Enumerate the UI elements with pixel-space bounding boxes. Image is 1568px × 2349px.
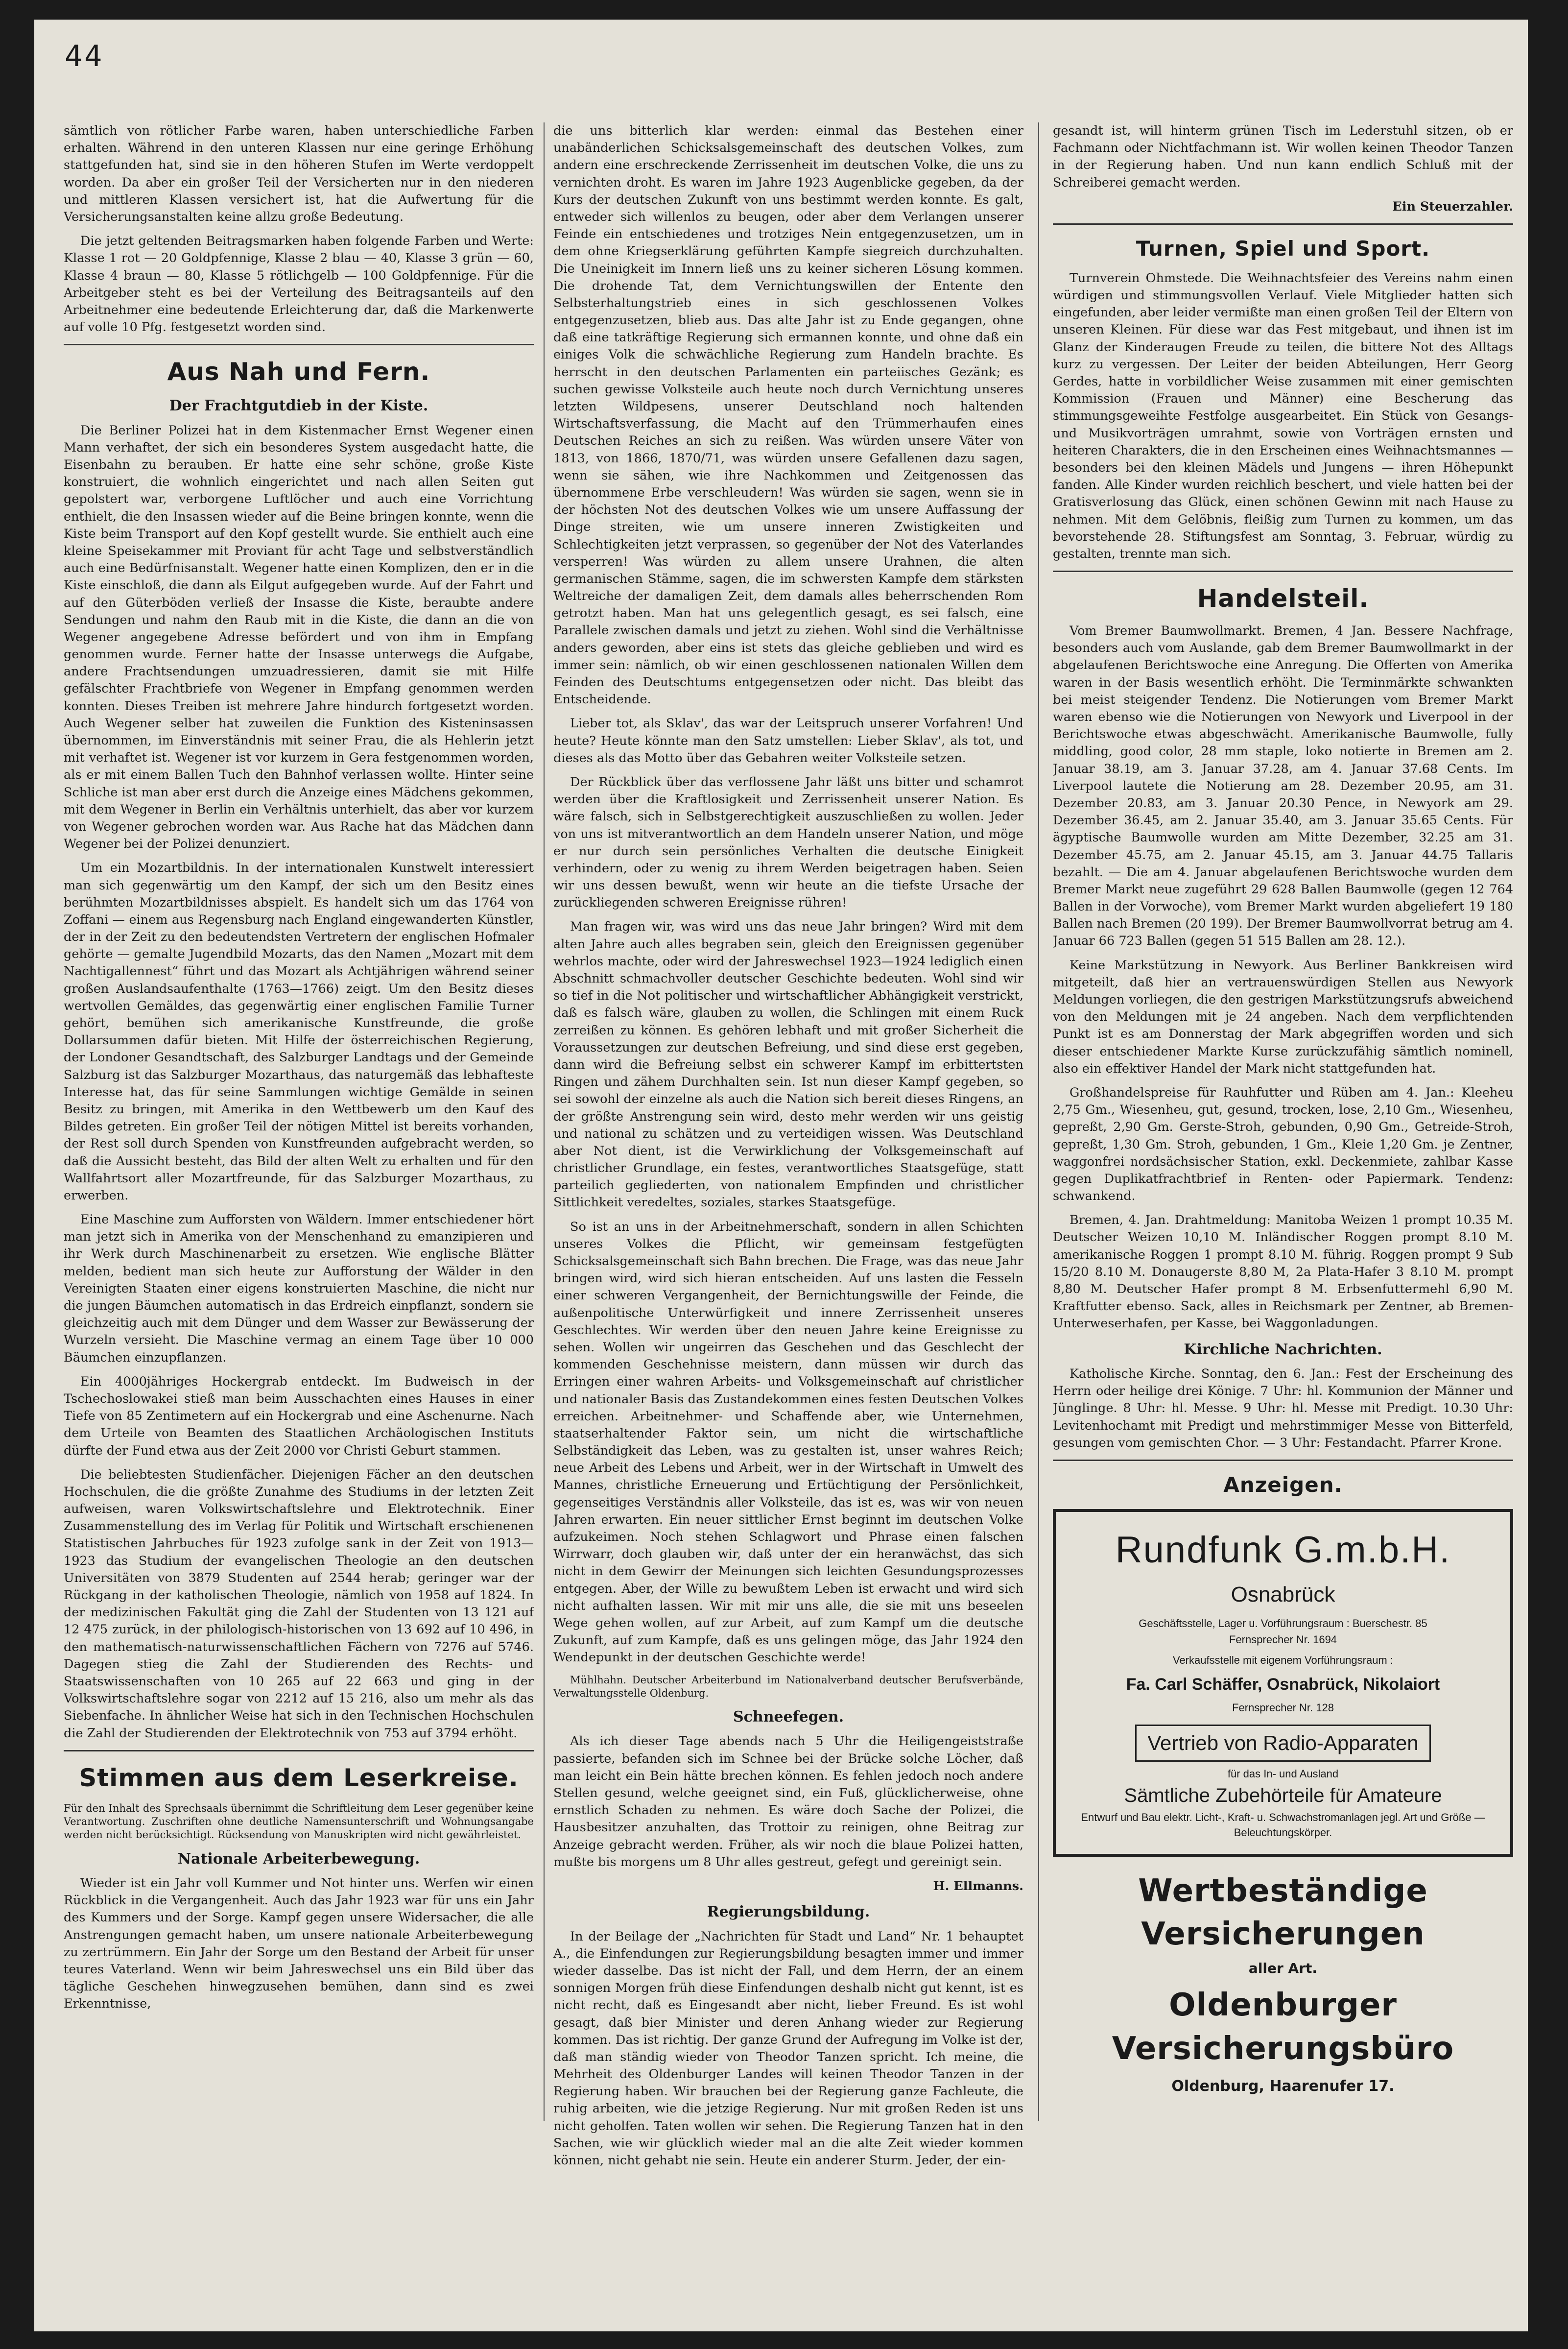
article-text: Turnverein Ohmstede. Die Weihnachtsfeier des Vereins nahm einen würdigen und stimmungsvollen Verlauf. Viele Mitglieder hatten sich eingefunden, aber leider vermißte man einen großen Teil der Eltern von unseren Kleinen. Für diese war das Fest mitgebaut, und ihnen ist im Glanz der Kinderaugen Freude zu teilen, die bittere Not des Alltags kurz zu vergessen. Der Leiter der beiden Abteilungen, Herr Georg Gerdes, hatte in vorbildlicher Weise zusammen mit einer gemischten Kommission (Frauen und Männer) eine Bescherung das stimmungsgeweihte Festfolge ausgearbeitet. Ein Stück von Gesangs- und Musikvorträgen umrahmt, sowie von Vorträgen ernsten und heiteren Charakters, die in den Erscheinen eines Weihnachtsmannes — besonders bei den kleinen Mädels und Jungens — ihren Höhepunkt fanden. Alle Kinder wurden reichlich beschert, und viele hatten bei der Gratisverlosung das Glück, einen schönen Gewinn mit nach Hause zu nehmen. Mit dem Gelöbnis, fleißig zum Turnen zu kommen, um das bevorstehende 28. Stiftungsfest am Sonntag, 3. Februar, würdig zu gestalten, trennte man sich. <box>1053 270 1513 561</box>
article-text: gesandt ist, will hinterm grünen Tisch im Lederstuhl sitzen, ob er Fachmann oder Nichtfachmann ist. Wir wollen keinen Theodor Tanzen in der Regierung haben. Und nun kann endlich Schluß mit der Schreiberei gemacht werden. <box>1053 123 1513 190</box>
advertisement-insurance <box>1053 1870 1513 2096</box>
ad-subline: aller Art. <box>1248 1960 1318 1976</box>
disclaimer-text: Für den Inhalt des Sprechsaals übernimmt die Schriftleitung dem Leser gegenüber keine Verantwortung. Zuschriften ohne deutliche Namensunterschrift und Wohnungsangabe werden nicht berücksichtigt. Rücksendung von Manuskripten wird nicht gewährleistet. <box>64 1802 534 1841</box>
divider <box>1053 571 1513 572</box>
article-text: Vom Bremer Baumwollmarkt. Bremen, 4 Jan. Bessere Nachfrage, besonders auch vom Auslande, gab dem Bremer Baumwollmarkt in der abgelaufenen Berichtswoche eine Anregung. Die Offerten von Amerika waren in der Basis wesentlich erhöht. Die Terminmärkte schwankten bei meist steigender Tendenz. Die Notierungen vom Bremer Markt waren ebenso wie die Notierungen von Newyork und Liverpool in der Berichtswoche etwas abgeschwächt. Amerikanische Baumwolle, fully middling, good color, 28 mm staple, loko notierte in Bremen am 2. Januar 38.19, am 3. Januar 37.28, am 4. Januar 37.68 Cents. Im Liverpool lautete die Notierung am 28. Dezember 20.95, am 31. Dezember 20.83, am 3. Januar 20.30 Pence, in Newyork am 29. Dezember 36.45, am 2. Januar 35.40, am 3. Januar 35.65 Cents. Für ägyptische Baumwolle wurden am Mitte Dezember, 32.25 am 31. Dezember 45.75, am 2. Januar 45.15, am 3. Januar 44.75 Tallaris bezahlt. — Die am 4. Januar abgelaufenen Berichtswoche wurden dem Bremer Markt neue zugeführt 29 628 Ballen Baumwolle (gegen 12 764 Ballen in der Vorwoche), vom Bremer Markt wurden abgeliefert 19 180 Ballen nach Bremen (20 199). Der Bremer Baumwollvorrat betrug am 4. Januar 66 723 Ballen (gegen 51 515 Ballen am 28. 12.). <box>1053 623 1513 949</box>
advertisement-rundfunk <box>1053 1509 1513 1857</box>
ad-line: Entwurf und Bau elektr. Licht-, Kraft- u. Schwachstromanlagen jegl. Art und Größe — Beleuchtungskörper. <box>1081 1811 1485 1839</box>
ad-line: für das In- und Ausland <box>1227 1767 1339 1780</box>
column-2 <box>553 122 1023 2176</box>
article-text: Der Rückblick über das verflossene Jahr läßt uns bitter und schamrot werden über die Kraftlosigkeit und Zerrissenheit unserer Nation. Es wäre falsch, sich in Selbstgerechtigkeit auszuschließen zu wollen. Jeder von uns ist mitverantwortlich an dem Handeln unserer Nation, und möge er nur durch sein persönliches Verhalten die deutsche Einigkeit verhindern, oder zu wenig zu ihrem Werden beigetragen haben. Seien wir uns dessen bewußt, wenn wir heute an die tiefste Ursache der zurückliegenden schweren Ereignisse rühren! <box>553 774 1023 911</box>
section-title: Turnen, Spiel und Sport. <box>1136 236 1430 261</box>
article-text: sämtlich von rötlicher Farbe waren, haben unterschiedliche Farben erhalten. Während in den unteren Klassen nur eine geringe Erhöhung stattgefunden hat, sind sie in den höheren Stufen im Werte verdoppelt worden. Da aber ein großer Teil der Versicherten nur in den niederen und mittleren Klassen versichert ist, hat die Aufwertung für die Versicherungsanstalten keine allzu große Bedeutung. <box>64 123 534 224</box>
article-text: Man fragen wir, was wird uns das neue Jahr bringen? Wird mit dem alten Jahre auch alles begraben sein, gleich den Ereignissen gegenüber wehrlos machte, oder wird der Jahreswechsel 1923—1924 lediglich einen Abschnitt schmachvoller deutscher Geschichte bedeuten. Wohl sind wir so tief in die Not politischer und wirtschaftlicher Abhängigkeit verstrickt, daß es falsch wäre, glauben zu wollen, die Schlingen mit einem Ruck zerreißen zu können. Es gehören lebhaft und mit großer Sicherheit die Voraussetzungen zur deutschen Befreiung, und sind diese erst gegeben, dann wird die Befreiung selbst ein schwerer Kampf im erbittertsten Ringen und zähem Durchhalten sein. Ist nun dieser Kampf gegeben, so sei sowohl der einzelne als auch die Nation sich bereit dieses Ringens, an der größte Anstrengung sein wird, desto mehr werden wir uns geistig und national zu schätzen und zu verteidigen wissen. Was Deutschland aber Not dient, ist die Verwirklichung der Volksgemeinschaft auf christlicher Grundlage, ein festes, verantwortliches Staatsgefüge, statt parteilich gegliederten, von nationalem Empfinden und christlicher Sittlichkeit veredeltes, soziales, starkes Staatsgefüge. <box>553 919 1023 1210</box>
article-text: Um ein Mozartbildnis. In der internationalen Kunstwelt interessiert man sich gegenwärtig um den Kampf, der sich um den Besitz eines berühmten Mozartbildnisses abspielt. Es handelt sich um das 1764 von Zoffani — einem aus Regensburg nach England eingewanderten Künstler, der in der Zeit zu den bedeutendsten Vertretern der englischen Hofmaler gehörte — gemalte Jugendbild Mozarts, das den Namen „Mozart mit dem Nachtigallennest“ führt und das Mozart als Achtjährigen während seiner großen Auslandsaufenthalte (1763—1766) zeigt. Um den Besitz dieses wertvollen Gemäldes, das gegenwärtig einer englischen Familie Turner gehört, bemühen sich amerikanische Kunstfreunde, die große Dollarsummen dafür bieten. Mit Hilfe der österreichischen Regierung, der Londoner Gesandtschaft, des Salzburger Landtags und der Gemeinde Salzburg ist das Salzburger Mozarthaus, das naturgemäß das lebhafteste Interesse hat, das für seine Sammlungen wichtige Gemälde in seinen Besitz zu bringen, mit Amerika in den Wettbewerb um den Kauf des Bildes getreten. Ein großer Teil der nötigen Mittel ist bereits vorhanden, der Rest soll durch Spenden von Kunstfreunden aufgebracht werden, so daß die Aussicht besteht, das Bild der alten Welt zu erhalten und für den Wallfahrtsort aller Mozartfreunde, für das Salzburger Mozarthaus, zu erwerben. <box>64 861 534 1203</box>
article-text: Ein 4000jähriges Hockergrab entdeckt. Im Budweisch in der Tschechoslowakei stieß man beim Ausschachten eines Hauses in einer Tiefe von 85 Zentimetern auf ein Hockergrab und eine Aschenurne. Nach dem Urteile von Beamten des Staatlichen Archäologischen Instituts dürfte der Fund etwa aus der Zeit 2000 vor Christi Geburt stammen. <box>64 1374 534 1458</box>
section-title: Stimmen aus dem Leserkreise. <box>79 1763 519 1792</box>
column-1 <box>64 122 534 2019</box>
ad-accessories: Sämtliche Zubehörteile für Amateure <box>1124 1785 1442 1807</box>
ad-address: Oldenburg, Haarenufer 17. <box>1171 2077 1395 2095</box>
page-number: 44 <box>65 39 104 73</box>
article-text: So ist an uns in der Arbeitnehmerschaft, sondern in allen Schichten unseres Volkes die Pflicht, wir gemeinsam festgefügten Schicksalsgemeinschaft sich Bahn brechen. Die Frage, was das neue Jahr bringen wird, wird sich hieran entscheiden. Auf uns lasten die Fesseln einer schweren Vergangenheit, der Bernichtungswille der Feinde, die außenpolitische Unterwürfigkeit und innere Zerrissenheit unseres Geschlechtes. Wir werden über den neuen Jahre keine Ereignisse zu sehen. Wollen wir ungeirren das Geschehen und das Geschlecht der kommenden Geschehnisse meistern, dann müssen wir durch das Erringen einer wahren Arbeits- und Volksgemeinschaft auf christlicher und nationaler Basis das Zustandekommen eines festen Deutschen Volkes erreichen. Arbeitnehmer- und Schaffende aber, wie Unternehmen, staatserhaltender Faktor sein, um nicht die wirtschaftliche Selbständigkeit das Leben, was zu gestalten ist, unser wahres Reich; neue Arbeit des Lebens und Arbeit, wer in der Wirtschaft in Umwelt des Mannes, christliche Erneuerung und Ertüchtigung der Persönlichkeit, gegenseitiges Verständnis aller Volksteile, das ist es, was wir von neuen Jahren erwarten. Ein neuer sittlicher Ernst beginnt im deutschen Volke aufzukeimen. Noch stehen Schlagwort und Phrase einen falschen Wirrwarr, doch glauben wir, daß unter der ein heranwächst, das sich nicht in dem Gewirr der Meinungen sich leichten Gesundungsprozesses entgegen. Aber, der Wille zu bewußtem Leben ist erwacht und wird sich nicht aufhalten lassen. Wir mit mir uns alle, die sie mit uns beseelen Wege gehen wollen, auf zur Arbeit, auf zum Kampf um die deutsche Zukunft, auf zum Kampfe, daß es uns gelingen möge, das Jahr 1924 den Wendepunkt in der deutschen Geschichte werde! <box>553 1219 1023 1665</box>
article-text: Als ich dieser Tage abends nach 5 Uhr die Heiligengeiststraße passierte, befanden sich im Schnee bei der Brücke solche Löcher, daß man leicht ein Bein hätte brechen können. Es fehlen jedoch noch andere Stellen gesund, welche geeignet sind, ein Fuß, glücklicherweise, ohne ernstlich Schaden zu nehmen. Es wäre doch Sache der Polizei, die Hausbesitzer anzuhalten, das Trottoir zu reinigen, ohne Beitrag zur Anzeige gebracht werden. Früher, als wir noch die blaue Polizei hatten, mußte bis morgens um 8 Uhr alles gestreut, gefegt und gereinigt sein. <box>553 1734 1023 1870</box>
article-text: Katholische Kirche. Sonntag, den 6. Jan.: Fest der Erscheinung des Herrn oder heilige drei Könige. 7 Uhr: hl. Kommunion der Männer und Jünglinge. 8 Uhr: hl. Messe. 9 Uhr: hl. Messe mit Predigt. 10.30 Uhr: Levitenhochamt mit Predigt und mehrstimmiger Messe von Bitterfeld, gesungen vom gemischten Chor. — 3 Uhr: Festandacht. Pfarrer Krone. <box>1053 1366 1513 1450</box>
section-title: Aus Nah und Fern. <box>167 358 430 386</box>
divider <box>1053 223 1513 225</box>
article-text: Lieber tot, als Sklav', das war der Leitspruch unserer Vorfahren! Und heute? Heute könnte man den Satz umstellen: Lieber Sklav', als tot, und dieses als das Motto über das Gebahren weiter Volksteile setzen. <box>553 716 1023 766</box>
article-text: Bremen, 4. Jan. Drahtmeldung: Manitoba Weizen 1 prompt 10.35 M. Deutscher Weizen 10,10 M. Inländischer Roggen prompt 8.10 M. amerikanische Roggen 1 prompt 8.10 M. führig. Roggen prompt 9 Sub 15/20 8.10 M. Donaugerste 8,80 M, 2a Plata-Hafer 3 8.10 M. prompt 8,80 M. Deutscher Hafer prompt 8 M. Erbsenfuttermehl 6,90 M. Kraftfutter ebenso. Sack, alles in Reichsmark per Zentner, ab Bremen-Unterweserhafen, per Kasse, bei Waggonladungen. <box>1053 1213 1513 1331</box>
article-text: Wieder ist ein Jahr voll Kummer und Not hinter uns. Werfen wir einen Rückblick in die Vergangenheit. Auch das Jahr 1923 war für uns ein Jahr des Kummers und der Sorge. Kampf gegen unsere Widersacher, die alle Anstrengungen gemacht haben, um unsere nationale Arbeiterbewegung zu zertrümmern. Ein Jahr der Sorge um den Bestand der Arbeit für unser teures Vaterland. Wenn wir beim Jahreswechsel uns ein Bild über das tägliche Geschehen hinwegzusehen bemühen, dann sind es zwei Erkenntnisse, <box>64 1875 534 2012</box>
article-text: In der Beilage der „Nachrichten für Stadt und Land“ Nr. 1 behauptet A., die Einfendungen zur Regierungsbildung besagten immer und immer wieder dasselbe. Das ist nicht der Fall, und dem Herrn, der an einem sonnigen Morgen früh diese Einfendungen deshalb nicht gut kennt, ist es nicht recht, daß es Eingesandt aber nicht, lieber Freund. Es ist wohl gesagt, daß bier Minister und deren Anhang wieder zur Regierung kommen. Das ist richtig. Der ganze Grund der Aufregung im Volke ist der, daß man ständig wieder von Theodor Tanzen spricht. Ich meine, die Mehrheit des Oldenburger Landes will keinen Theodor Tanzen in der Regierung haben. Wir brauchen bei der Regierung ganze Fachleute, die ruhig arbeiten, wie die jetzige Regierung. Nur mit großen Reden ist uns nicht geholfen. Taten wollen wir sehen. Die Regierung Tanzen hat in den Sachen, wie wir glücklich wieder mal an die alte Zeit wieder kommen können, nicht gehabt nie sein. Heute ein anderer Sturm. Jeder, der ein- <box>553 1929 1023 2168</box>
article-text: Die beliebtesten Studienfächer. Diejenigen Fächer an den deutschen Hochschulen, die die größte Zunahme des Studiums in der letzten Zeit aufweisen, waren Volkswirtschaftslehre und Elektrotechnik. Einer Zusammenstellung des im Verlag für Politik und Wirtschaft erschienenen Statistischen Jahrbuches für 1923 zufolge sank in der Zeit von 1913—1923 das Studium der evangelischen Theologie an den deutschen Universitäten von 3879 Studenten auf 2544 herab; geringer war der Rückgang in der katholischen Theologie, nämlich von 1958 auf 1824. In der medizinischen Fakultät ging die Zahl der Studenten von 13 121 auf 12 475 zurück, in der philologisch-historischen von 13 692 auf 10 496, in den mathematisch-naturwissenschaftlichen Fächern von 7276 auf 5746. Dagegen stieg die Zahl der Studierenden des Rechts- und Staatswissenschaften von 10 265 auf 22 663 und ging in der Volkswirtschaftslehre sogar von 2212 auf 15 216, also um mehr als das Siebenfache. In ähnlicher Weise hat sich in den Technischen Hochschulen die Zahl der Studierenden der Elektrotechnik von 753 auf 3794 erhöht. <box>64 1467 534 1741</box>
article-title: Der Frachtgutdieb in der Kiste. <box>169 397 428 415</box>
newspaper-page <box>34 20 1528 2331</box>
article-title: Nationale Arbeiterbewegung. <box>177 1850 420 1868</box>
ad-vertrieb: Vertrieb von Radio-Apparaten <box>1135 1725 1430 1762</box>
ad-line: Geschäftsstelle, Lager u. Vorführungsraum : Buerschestr. 85 <box>1139 1617 1427 1630</box>
signature: Mühlhahn. Deutscher Arbeiterbund im Nationalverband deutscher Berufsverbände, Verwaltungsstelle Oldenburg. <box>553 1674 1023 1699</box>
article-title: Regierungsbildung. <box>707 1903 870 1921</box>
column-divider <box>544 122 545 2121</box>
ad-headline: Wertbeständige Versicherungen <box>1138 1873 1428 1953</box>
ad-line: Fernsprecher Nr. 1694 <box>1229 1633 1337 1646</box>
ad-city: Osnabrück <box>1231 1582 1335 1606</box>
signature: H. Ellmanns. <box>933 1878 1023 1894</box>
ad-title: Rundfunk G.m.b.H. <box>1115 1529 1451 1571</box>
divider <box>1053 1460 1513 1461</box>
ad-headline: Oldenburger Versicherungsbüro <box>1112 1987 1454 2067</box>
signature: Ein Steuerzahler. <box>1392 199 1513 214</box>
section-title: Kirchliche Nachrichten. <box>1184 1341 1382 1358</box>
article-text: die uns bitterlich klar werden: einmal das Bestehen einer unabänderlichen Schicksalsgemeinschaft des deutschen Volkes, zum andern eine erschreckende Zerrissenheit im deutschen Volke, die uns zu vernichten droht. Es waren im Jahre 1923 Augenblicke gegeben, da der Kurs der deutschen Zukunft von uns bestimmt werden konnte. Es galt, entweder sich willenlos zu beugen, oder aber dem Verlangen unserer Feinde ein entschiedenes und trotziges Nein entgegenzusetzen, um in dem ohne Kriegserklärung geführten Kampfe siegreich durchzuhalten. Die Uneinigkeit im Innern ließ uns zu keiner sicheren Lösung kommen. Die drohende Tat, dem Vernichtungswillen der Entente den Selbsterhaltungstrieb eines in sich geschlossenen Volkes entgegenzusetzen, blieb aus. Das alte Jahr ist zu Ende gegangen, ohne daß eine tatkräftige Regierung sich ermannen konnte, und ohne daß ein einiges Volk die schwächliche Regierung zum Handeln brachte. Es herrscht in den deutschen Parlamenten ein parteiisches Gezänk; es suchen gewisse Volksteile auch heute noch durch Vernichtung unseres letzten Wildpesens, unserer Deutschland noch haltenden Wirtschaftsverfassung, die Macht auf den Trümmerhaufen eines Deutschen Reiches an sich zu reißen. Was würden unsere Väter von 1813, von 1866, 1870/71, was würden unsere Gefallenen dazu sagen, wenn sie sähen, wie ihre Nachkommen und Zeitgenossen das übernommene Erbe verschleudern! Was würden sie sagen, wenn sie in der höchsten Not des deutschen Volkes wie um unsere Auffassung der Dinge streiten, wie um unsere inneren Zwistigkeiten und Schlechtigkeiten jetzt verprassen, so gegenüber der Not des Vaterlandes versperren! Was würden zu allem unsere Urahnen, die alten germanischen Stämme, sagen, die im schwersten Kampfe dem stärksten Weltreiche der damaligen Zeit, dem damals alles beherrschenden Rom getrotzt haben. Man hat uns gelegentlich gesagt, es sei falsch, eine Parallele zwischen damals und jetzt zu ziehen. Wohl sind die Verhältnisse anders geworden, aber eins ist stets das gleiche geblieben und wird es immer sein: nämlich, ob wir einen geschlossenen nationalen Willen dem Feinden des Deutschtums entgegensetzen oder nicht. Das bleibt das Entscheidende. <box>553 123 1023 707</box>
column-3 <box>1053 122 1513 2096</box>
article-text: Eine Maschine zum Aufforsten von Wäldern. Immer entschiedener hört man jetzt sich in Amerika von der Menschenhand zu emanzipieren und ihr Werk durch Maschinenarbeit zu ersetzen. Wie englische Blätter melden, bedient man sich heute zur Aufforstung der Wälder in den Vereinigten Staaten einer eigens konstruierten Maschine, die nicht nur die jungen Bäumchen automatisch in das Erdreich einpflanzt, sondern sie gleichzeitig auch mit dem Dünger und dem Wasser zur Bewässerung der Wurzeln versieht. Die Maschine vermag an einem Tage über 10 000 Bäumchen einzupflanzen. <box>64 1212 534 1365</box>
article-text: Großhandelspreise für Rauhfutter und Rüben am 4. Jan.: Kleeheu 2,75 Gm., Wiesenheu, gut, gesund, trocken, lose, 2,10 Gm., Wiesenheu, gepreßt, 2,90 Gm. Gerste-Stroh, gebunden, 0,90 Gm., Getreide-Stroh, gepreßt, 1,30 Gm. Stroh, gebunden, 1 Gm., Kleie 1,20 Gm. je Zentner, waggonfrei nordsächsischer Station, exkl. Deckenmiete, zahlbar Kasse gegen Duplikatfrachtbrief in Renten- oder Papiermark. Tendenz: schwankend. <box>1053 1085 1513 1204</box>
article-text: Die jetzt geltenden Beitragsmarken haben folgende Farben und Werte: Klasse 1 rot — 20 Goldpfennige, Klasse 2 blau — 40, Klasse 3 grün — 60, Klasse 4 braun — 80, Klasse 5 rötlichgelb — 100 Goldpfennige. Für die Arbeitgeber steht es bei der Verteilung des Beitragsanteils auf den Arbeitnehmer eine bedeutende Erleichterung dar, daß die Markenwerte auf volle 10 Pfg. festgesetzt worden sind. <box>64 234 534 335</box>
article-text: Die Berliner Polizei hat in dem Kistenmacher Ernst Wegener einen Mann verhaftet, der sich ein besonderes System ausgedacht hatte, die Eisenbahn zu berauben. Er hatte eine sehr schöne, große Kiste konstruiert, die wohnlich eingerichtet und nach allen Seiten gut gepolstert war, verborgene Luftlöcher und auch eine Vorrichtung enthielt, die den Insassen wieder auf die Beine bringen konnte, wenn die Kiste beim Transport auf den Kopf gestellt wurde. Sie enthielt auch eine kleine Speisekammer mit Proviant für acht Tage und selbstverständlich auch eine Bedürfnisanstalt. Wegener hatte einen Komplizen, den er in die Kiste einschloß, die dann als Eilgut aufgegeben wurde. Auf der Fahrt und auf den Güterböden verließ der Insasse die Kiste, beraubte andere Sendungen und nahm den Raub mit in die Kiste, die dann an die von Wegener angegebene Adresse befördert und von ihm in Empfang genommen wurde. Ferner hatte der Insasse unterwegs die Aufgabe, andere Frachtsendungen umzuadressieren, damit sie mit Hilfe gefälschter Frachtbriefe von Wegener in Empfang genommen werden konnten. Dieses Treiben ist mehrere Jahre hindurch fortgesetzt worden. Auch Wegener selber hat zuweilen die Funktion des Kisteninsassen übernommen, im Einverständnis mit seiner Frau, die als Hehlerin jetzt mit verhaftet ist. Wegener ist vor kurzem in Gera festgenommen worden, als er mit einem Ballen Tuch den Bahnhof verlassen wollte. Hinter seine Schliche ist man aber erst durch die Anzeige eines Mädchens gekommen, mit dem Wegener in Berlin ein Verhältnis unterhielt, das aber vor kurzem von Wegener gebrochen worden war. Aus Rache hat das Mädchen dann Wegener bei der Polizei denunziert. <box>64 423 534 852</box>
article-text: Keine Markstützung in Newyork. Aus Berliner Bankkreisen wird mitgeteilt, daß hier an vertrauenswürdigen Stellen aus Newyork Meldungen vorliegen, die den gestrigen Markstützungsrufs abweichend von den Meldungen mit je 24 angeben. Nach dem verpflichtenden Punkt ist es am Donnerstag der Mark abgegriffen worden und sich dieser entschiedener Markte Kurse zurückzufähig sämtlich nominell, also ein effektiver Handel der Mark nicht stattgefunden hat. <box>1053 958 1513 1076</box>
ad-firm: Fa. Carl Schäffer, Osnabrück, Nikolaiort <box>1126 1675 1440 1694</box>
column-divider <box>1038 122 1039 2121</box>
section-title: Handelsteil. <box>1197 584 1369 613</box>
article-title: Schneefegen. <box>733 1708 844 1726</box>
section-title: Anzeigen. <box>1223 1472 1343 1497</box>
ad-line: Fernsprecher Nr. 128 <box>1232 1702 1334 1714</box>
ad-line: Verkaufsstelle mit eigenem Vorführungsraum : <box>1172 1654 1393 1667</box>
divider <box>64 344 534 345</box>
divider <box>64 1750 534 1751</box>
